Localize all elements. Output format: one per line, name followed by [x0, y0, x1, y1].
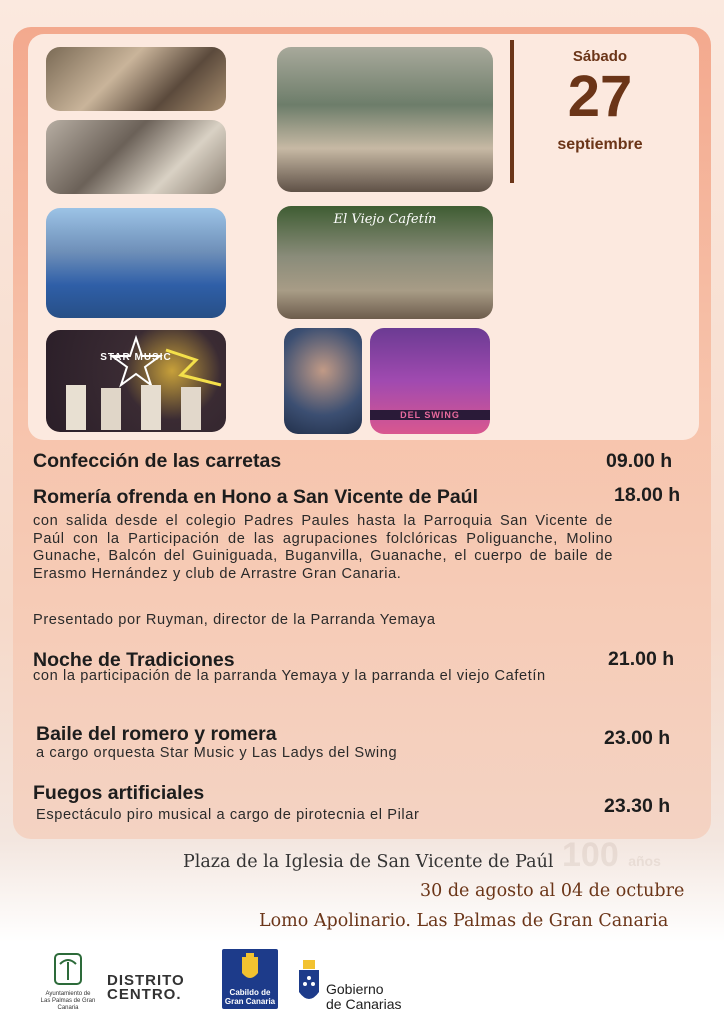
- date-divider: [510, 40, 514, 183]
- photo-folk-group-blue: [46, 208, 226, 318]
- distrito-centro-logo: [107, 974, 185, 1002]
- photo-group-balconies: [277, 47, 493, 192]
- photo-parranda-cafetin: [277, 206, 493, 319]
- location: Lomo Apolinario. Las Palmas de Gran Canaria: [259, 911, 669, 931]
- crest-icon: [222, 951, 278, 989]
- event-note: Presentado por Ruyman, director de la Parranda Yemaya: [33, 612, 436, 628]
- watermark-word: años: [628, 853, 661, 869]
- gobierno-line1: Gobierno: [326, 981, 384, 997]
- event-description: con la participación de la parranda Yemaya y la parranda el viejo Cafetín: [33, 668, 546, 684]
- venue: Plaza de la Iglesia de San Vicente de Paúl: [183, 852, 554, 872]
- palm-tree-icon: [40, 950, 96, 986]
- cabildo-logo: [222, 949, 278, 1009]
- event-title: Romería ofrenda en Hono a San Vicente de Paúl: [33, 486, 479, 508]
- parranda-caption: El Viejo Cafetín: [333, 212, 437, 227]
- photo-star-music: [46, 330, 226, 432]
- distrito-line2: CENTRO.: [107, 986, 182, 1003]
- photo-presenter: [284, 328, 362, 434]
- festival-dates: 30 de agosto al 04 de octubre: [420, 881, 685, 901]
- date-day: 27: [567, 64, 633, 129]
- gobierno-line2: de Canarias: [326, 996, 402, 1012]
- cabildo-label: Cabildo de Gran Canaria: [224, 988, 276, 1006]
- ayuntamiento-logo: [40, 950, 96, 1012]
- event-title: Confección de las carretas: [33, 450, 282, 472]
- star-icon: [46, 330, 226, 432]
- event-time: 21.00 h: [608, 648, 675, 670]
- event-description: Espectáculo piro musical a cargo de pirotecnia el Pilar: [36, 807, 420, 823]
- watermark-number: 100: [562, 836, 619, 874]
- photo-romeria-group: [46, 47, 226, 111]
- event-title: Fuegos artificiales: [33, 782, 205, 804]
- event-title: Baile del romero y romera: [36, 723, 277, 745]
- anniversary-watermark: [562, 836, 661, 875]
- event-time: 23.00 h: [604, 727, 671, 749]
- date-weekday: Sábado: [572, 48, 628, 65]
- ladys-label: DEL SWING: [370, 410, 490, 420]
- gobierno-canarias-logo: [326, 982, 402, 1012]
- event-time: 23.30 h: [604, 795, 671, 817]
- event-description: a cargo orquesta Star Music y Las Ladys del Swing: [36, 745, 398, 761]
- star-music-label: STAR MUSIC: [100, 352, 172, 363]
- distrito-line1: DISTRITO: [107, 972, 185, 989]
- canarias-crest-icon: [295, 956, 323, 1008]
- event-time: 09.00 h: [606, 450, 673, 472]
- date-month: septiembre: [557, 136, 643, 153]
- photo-street-carretas: [46, 120, 226, 194]
- event-description: con salida desde el colegio Padres Paules hasta la Parroquia San Vicente de Paúl con la Participación de las agrupaciones folclóricas Poliguanche, Molino Gunache, Balcón del Guiniguada, Buganvilla, Guanache, el cuerpo de baile de Erasmo Hernández y club de Arrastre Gran Canaria.: [33, 513, 613, 583]
- photo-ladys-del-swing: [370, 328, 490, 434]
- event-time: 18.00 h: [614, 484, 681, 506]
- event-title: Noche de Tradiciones: [33, 649, 235, 671]
- ayuntamiento-label: Ayuntamiento de Las Palmas de Gran Canaria: [40, 991, 96, 1011]
